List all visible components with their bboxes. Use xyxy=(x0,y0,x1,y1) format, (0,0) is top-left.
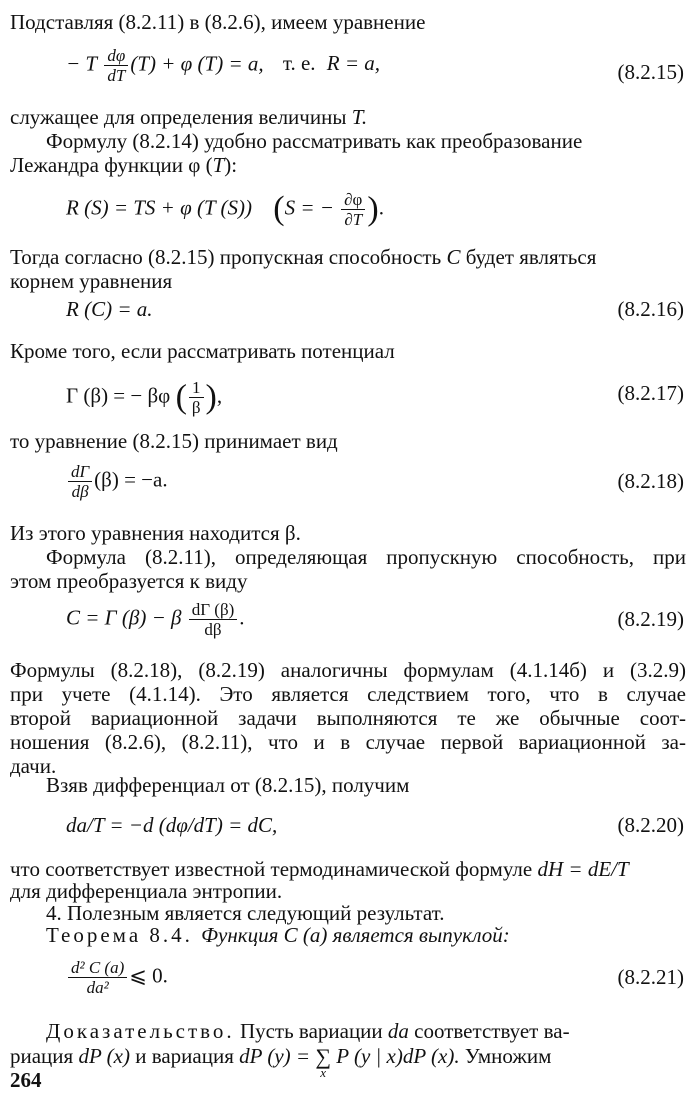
text-line: Из этого уравнения находится β. xyxy=(10,521,301,545)
equation-8-2-15: − T $\frac{d\varphi}{dT}$ (T) + φ (T) = a, т. е. R = a, xyxy=(66,46,381,85)
equation-8-2-17: Γ (β) = − βφ ( $\frac{1}{\beta}$ ), xyxy=(66,378,223,417)
equation-8-2-16: R (C) = a. xyxy=(66,297,153,321)
text-line: 4. Полезным является следующий результат. xyxy=(46,901,445,925)
theorem-line: Теорема 8.4. Функция C (a) является выпуклой: xyxy=(46,923,510,947)
equation-8-2-21: $\frac{\text{d² C (a)}}{\text{da²}}$ ⩽ 0. xyxy=(66,958,168,997)
equation-number: (8.2.20) xyxy=(617,813,684,837)
sum-sign: ∑ x xyxy=(315,1044,331,1080)
text-line: то уравнение (8.2.15) принимает вид xyxy=(10,429,338,453)
text-line: при учете (4.1.14). Это является следствием того, что в случае xyxy=(10,682,686,706)
text-line: ношения (8.2.6), (8.2.11), что и в случае первой вариационной за- xyxy=(10,730,686,754)
equation-number: (8.2.21) xyxy=(617,965,684,989)
equation-number: (8.2.17) xyxy=(617,381,684,405)
text-line: Формула (8.2.11), определяющая пропускную способность, при xyxy=(46,545,686,569)
text-line: этом преобразуется к виду xyxy=(10,569,248,593)
equation-number: (8.2.16) xyxy=(617,297,684,321)
text-line: второй вариационной задачи выполняются те же обычные соот- xyxy=(10,706,686,730)
text-line: Подставляя (8.2.11) в (8.2.6), имеем уравнение xyxy=(10,10,426,34)
text-line: Формулу (8.2.14) удобно рассматривать как преобразование xyxy=(46,129,583,153)
equation-number: (8.2.19) xyxy=(617,607,684,631)
text-line: Тогда согласно (8.2.15) пропускная способность C будет являться xyxy=(10,245,597,269)
text-line: корнем уравнения xyxy=(10,269,173,293)
equation-number: (8.2.15) xyxy=(617,60,684,84)
equation-8-2-20: da/T = −d (dφ/dT) = dC, xyxy=(66,813,278,837)
text-line: для дифференциала энтропии. xyxy=(10,879,283,903)
text-line: дачи. xyxy=(10,754,57,778)
equation-8-2-19: C = Γ (β) − β $\frac{d\Gamma (\beta)}{d\beta}$ . xyxy=(66,600,245,639)
page-number: 264 xyxy=(10,1068,42,1092)
text-line: что соответствует известной термодинамической формуле dH = dE/T xyxy=(10,857,629,881)
text-line: Доказательство. Пусть вариации da соответствует ва- xyxy=(46,1019,570,1043)
equation-number: (8.2.18) xyxy=(617,469,684,493)
text-line: служащее для определения величины T. xyxy=(10,105,368,129)
text-line: риация dP (x) и вариация dP (y) = ∑ x P (y | x)dP (x). Умножим xyxy=(10,1044,552,1080)
text-line: Формулы (8.2.18), (8.2.19) аналогичны формулам (4.1.14б) и (3.2.9) xyxy=(10,658,686,682)
equation-legendre: R (S) = TS + φ (T (S)) (S = − $\frac{\partial\varphi}{\partial T}$ ). xyxy=(66,190,384,229)
equation-8-2-18: $\frac{d\Gamma}{d\beta}$ (β) = −a. xyxy=(66,462,168,501)
text-line: Кроме того, если рассматривать потенциал xyxy=(10,339,395,363)
text-line: Лежандра функции φ (T): xyxy=(10,153,238,177)
text-line: Взяв дифференциал от (8.2.15), получим xyxy=(46,773,410,797)
